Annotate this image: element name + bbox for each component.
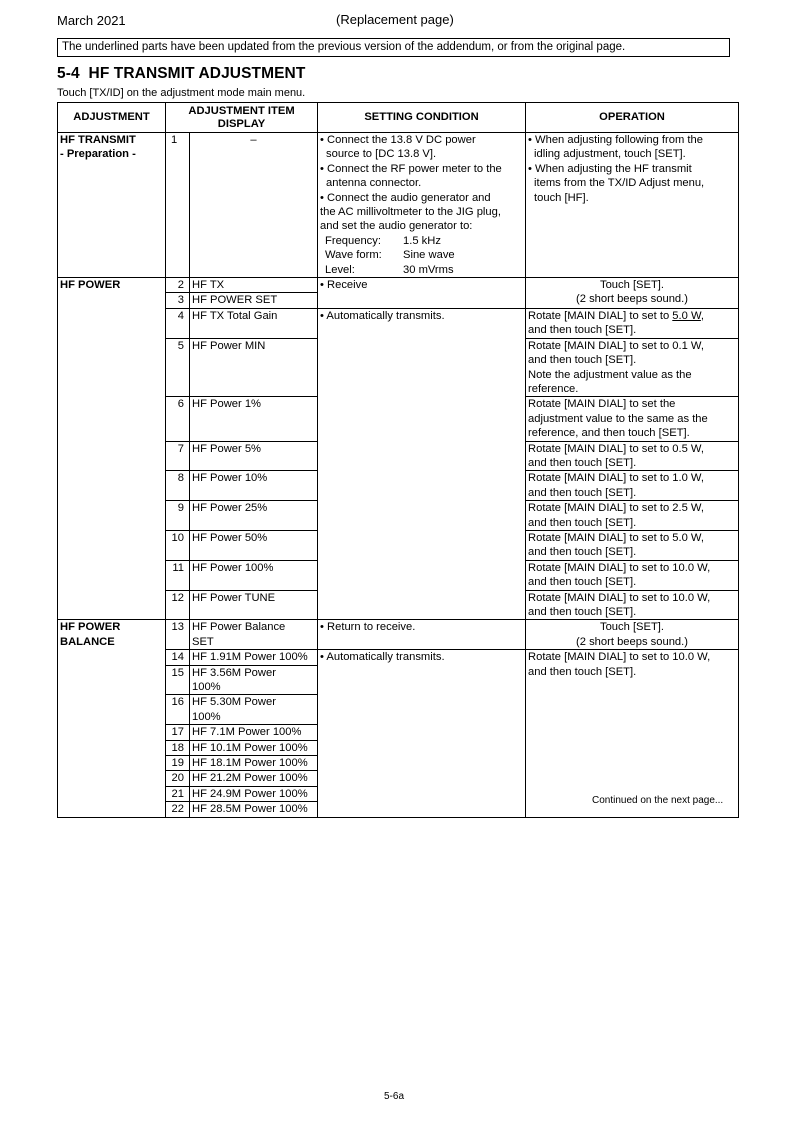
operation-line: Touch [SET]. <box>599 621 665 634</box>
operation-line: (2 short beeps sound.) <box>576 635 688 648</box>
operation-line: Rotate [MAIN DIAL] to set to 10.0 W, <box>528 651 711 664</box>
header-setting-condition: SETTING CONDITION <box>318 103 526 133</box>
setting-condition: • Receive <box>318 278 526 309</box>
item-number: 8 <box>166 471 190 501</box>
operation-line: Rotate [MAIN DIAL] to set the <box>528 398 676 411</box>
item-number: 19 <box>166 756 190 771</box>
underlined-value: 5.0 W <box>672 309 701 322</box>
operation-line: adjustment value to the same as the <box>528 412 708 425</box>
item-number: 5 <box>166 338 190 397</box>
operation-line: and then touch [SET]. <box>528 486 637 499</box>
item-display: – <box>190 133 318 278</box>
adjustment-sublabel: - Preparation - <box>60 148 136 161</box>
item-display: HF POWER SET <box>190 293 318 308</box>
adjustment-label: HF POWER <box>60 621 121 634</box>
item-display: HF Power Balance SET <box>190 620 318 650</box>
condition-line: and set the audio generator to: <box>320 220 473 233</box>
condition-line: • Connect the RF power meter to the <box>320 162 502 175</box>
operation <box>526 441 739 471</box>
item-display: HF TX Total Gain <box>190 308 318 338</box>
operation <box>526 338 739 397</box>
item-display: HF Power 25% <box>190 501 318 531</box>
operation-line: Rotate [MAIN DIAL] to set to 0.1 W, <box>528 339 704 352</box>
operation-line: and then touch [SET]. <box>528 576 637 589</box>
operation <box>526 501 739 531</box>
table-row <box>58 278 739 293</box>
item-number: 1 <box>166 133 190 278</box>
header-adjustment: ADJUSTMENT <box>58 103 166 133</box>
header-date: March 2021 <box>57 13 126 28</box>
item-display: HF Power 5% <box>190 441 318 471</box>
item-display: HF 7.1M Power 100% <box>190 725 318 740</box>
section-title-text: HF TRANSMIT ADJUSTMENT <box>88 65 306 82</box>
item-number: 14 <box>166 650 190 665</box>
operation-line: Rotate [MAIN DIAL] to set to 5.0 W, <box>528 531 704 544</box>
audio-level: Level: 30 mVrms <box>325 263 454 276</box>
operation-line: and then touch [SET]. <box>528 546 637 559</box>
operation-line: Note the adjustment value as the <box>528 368 692 381</box>
item-number: 21 <box>166 786 190 801</box>
table-row <box>58 620 739 650</box>
item-display: HF Power 50% <box>190 530 318 560</box>
operation <box>526 278 739 309</box>
table-header-row <box>58 103 739 133</box>
operation-line: Rotate [MAIN DIAL] to set to 2.5 W, <box>528 502 704 515</box>
condition-line: • Connect the 13.8 V DC power <box>320 134 476 146</box>
header-operation: OPERATION <box>526 103 739 133</box>
operation-line: touch [HF]. <box>534 191 589 204</box>
condition-line: source to [DC 13.8 V]. <box>326 148 437 161</box>
item-number: 6 <box>166 397 190 441</box>
operation-line: Touch [SET]. <box>599 279 665 292</box>
item-display: HF 28.5M Power 100% <box>190 802 318 817</box>
adjustment-cell: HF POWER <box>58 278 166 620</box>
item-display: HF 1.91M Power 100% <box>190 650 318 665</box>
item-number: 12 <box>166 590 190 620</box>
operation <box>526 133 739 278</box>
setting-condition: • Automatically transmits. <box>318 308 526 620</box>
update-notice: The underlined parts have been updated from the previous version of the addendum, or from the original page. <box>57 38 730 57</box>
item-display: HF TX <box>190 278 318 293</box>
item-display: HF Power 100% <box>190 560 318 590</box>
table-row <box>58 133 739 278</box>
setting-condition <box>318 133 526 278</box>
item-number: 16 <box>166 695 190 725</box>
item-number: 22 <box>166 802 190 817</box>
item-number: 18 <box>166 740 190 755</box>
setting-condition: • Return to receive. <box>318 620 526 650</box>
operation-line: reference, and then touch [SET]. <box>528 427 690 440</box>
item-display: HF 24.9M Power 100% <box>190 786 318 801</box>
operation-line: and then touch [SET]. <box>528 606 637 618</box>
item-display: HF 21.2M Power 100% <box>190 771 318 786</box>
header-replacement-label: (Replacement page) <box>336 12 454 27</box>
condition-line: the AC millivoltmeter to the JIG plug, <box>320 206 501 219</box>
item-number: 13 <box>166 620 190 650</box>
item-number: 15 <box>166 665 190 695</box>
operation-line: Rotate [MAIN DIAL] to set to 0.5 W, <box>528 442 704 455</box>
operation-line: • When adjusting following from the <box>528 134 703 146</box>
operation-line: and then touch [SET]. <box>528 665 637 678</box>
item-number: 7 <box>166 441 190 471</box>
page-number: 5-6a <box>384 1091 405 1102</box>
adjustment-table <box>57 102 739 818</box>
operation <box>526 471 739 501</box>
item-display: HF 3.56M Power 100% <box>190 665 318 695</box>
setting-condition: • Automatically transmits. <box>318 650 526 817</box>
operation-line: Rotate [MAIN DIAL] to set to 1.0 W, <box>528 472 704 485</box>
operation <box>526 530 739 560</box>
item-number: 10 <box>166 530 190 560</box>
item-number: 20 <box>166 771 190 786</box>
operation-line: idling adjustment, touch [SET]. <box>534 148 686 161</box>
item-number: 2 <box>166 278 190 293</box>
operation-line: Rotate [MAIN DIAL] to set to 10.0 W, <box>528 561 711 574</box>
operation <box>526 560 739 590</box>
item-number: 9 <box>166 501 190 531</box>
adjustment-sublabel: BALANCE <box>60 635 115 648</box>
operation-line: and then touch [SET]. <box>528 516 637 529</box>
adjustment-cell <box>58 620 166 817</box>
section-number: 5-4 <box>57 65 80 82</box>
operation <box>526 650 739 817</box>
operation-line: Rotate [MAIN DIAL] to set to 5.0 W, <box>528 309 704 322</box>
adjustment-cell <box>58 133 166 278</box>
operation-line: items from the TX/ID Adjust menu, <box>534 177 705 190</box>
condition-line: • Connect the audio generator and <box>320 191 491 204</box>
item-display: HF 10.1M Power 100% <box>190 740 318 755</box>
audio-frequency: Frequency: 1.5 kHz <box>325 234 441 247</box>
operation-line: Rotate [MAIN DIAL] to set to 10.0 W, <box>528 591 711 604</box>
condition-line: antenna connector. <box>326 177 422 190</box>
operation-line: and then touch [SET]. <box>528 456 637 469</box>
continued-note: Continued on the next page... <box>592 795 724 806</box>
item-number: 3 <box>166 293 190 308</box>
item-number: 4 <box>166 308 190 338</box>
item-display: HF Power 1% <box>190 397 318 441</box>
item-display: HF 5.30M Power 100% <box>190 695 318 725</box>
item-display: HF Power MIN <box>190 338 318 397</box>
item-display: HF 18.1M Power 100% <box>190 756 318 771</box>
operation-line: • When adjusting the HF transmit <box>528 162 692 175</box>
operation-line: and then touch [SET]. <box>528 354 637 367</box>
section-intro: Touch [TX/ID] on the adjustment mode main menu. <box>57 87 306 99</box>
operation <box>526 590 739 620</box>
adjustment-label: HF TRANSMIT <box>60 134 136 146</box>
operation <box>526 620 739 650</box>
item-display: HF Power TUNE <box>190 590 318 620</box>
operation-line: reference. <box>528 382 579 395</box>
operation-line: and then touch [SET]. <box>528 324 637 337</box>
section-title <box>57 65 305 83</box>
item-number: 11 <box>166 560 190 590</box>
operation <box>526 397 739 441</box>
header-item-display: ADJUSTMENT ITEM DISPLAY <box>166 103 318 133</box>
item-display: HF Power 10% <box>190 471 318 501</box>
audio-waveform: Wave form: Sine wave <box>325 249 455 262</box>
operation-line: (2 short beeps sound.) <box>576 293 688 306</box>
operation <box>526 308 739 338</box>
item-number: 17 <box>166 725 190 740</box>
